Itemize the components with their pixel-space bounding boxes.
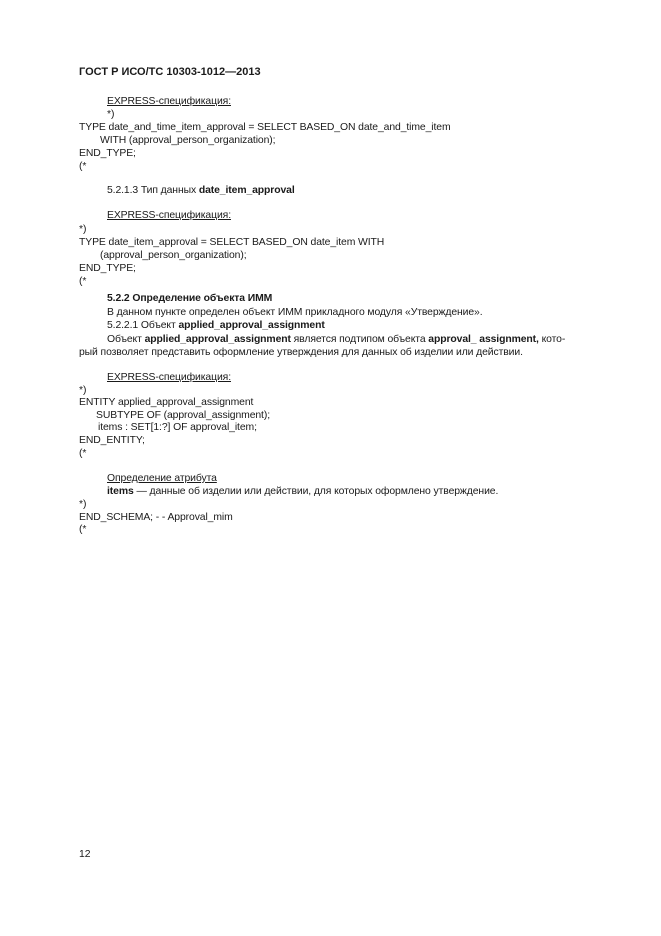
section-heading-5213 [107, 184, 295, 197]
express-spec-label: EXPRESS-спецификация: [107, 372, 231, 383]
type-name: date_item_approval [198, 185, 295, 196]
attribute-definition [107, 485, 498, 498]
comment-close: *) [79, 224, 87, 235]
entity-declaration: ENTITY applied_approval_assignment [79, 397, 254, 408]
end-entity: END_ENTITY; [79, 435, 145, 446]
section-heading-522: 5.2.2 Определение объекта ИММ [107, 293, 273, 304]
attribute-description: — данные об изделии или действии, для которых оформлено утверждение. [133, 486, 499, 497]
supertype-name: approval_ assignment, [428, 334, 539, 345]
entity-description [107, 333, 565, 346]
express-spec-label: EXPRESS-спецификация: [107, 96, 231, 107]
attribute-declaration: items : SET[1:?] OF approval_item; [98, 422, 257, 433]
entity-description-cont: рый позволяет представить оформление утверждения для данных об изделии или действии. [79, 347, 523, 358]
comment-open: (* [79, 448, 87, 459]
attribute-definition-label: Определение атрибута [107, 473, 217, 484]
page-header: ГОСТ Р ИСО/ТС 10303-1012—2013 [79, 66, 261, 78]
comment-close: *) [79, 499, 87, 510]
express-spec-label: EXPRESS-спецификация: [107, 210, 231, 221]
subtype-clause: SUBTYPE OF (approval_assignment); [96, 410, 270, 421]
type-declaration: TYPE date_item_approval = SELECT BASED_ON date_item WITH [79, 237, 385, 248]
text-run: Объект [107, 334, 145, 345]
end-type: END_TYPE; [79, 263, 136, 274]
section-intro: В данном пункте определен объект ИММ прикладного модуля «Утверждение». [107, 307, 483, 318]
comment-open: (* [79, 276, 87, 287]
attribute-name: items [107, 486, 134, 497]
comment-close: *) [79, 385, 87, 396]
comment-open: (* [79, 161, 87, 172]
section-number: 5.2.1.3 Тип данных [107, 185, 199, 196]
type-with-clause: WITH (approval_person_organization); [100, 135, 276, 146]
section-heading-5221 [107, 319, 325, 332]
entity-name: applied_approval_assignment [178, 320, 325, 331]
page-number: 12 [79, 849, 91, 860]
text-run: является подтипом объекта [290, 334, 429, 345]
end-type: END_TYPE; [79, 148, 136, 159]
text-run: кото- [538, 334, 566, 345]
type-declaration: TYPE date_and_time_item_approval = SELECT BASED_ON date_and_time_item [79, 122, 451, 133]
comment-close: *) [107, 109, 115, 120]
comment-open: (* [79, 524, 87, 535]
section-number: 5.2.2.1 Объект [107, 320, 179, 331]
type-with-clause: (approval_person_organization); [100, 250, 247, 261]
end-schema: END_SCHEMA; - - Approval_mim [79, 512, 233, 523]
entity-name: applied_approval_assignment [144, 334, 291, 345]
